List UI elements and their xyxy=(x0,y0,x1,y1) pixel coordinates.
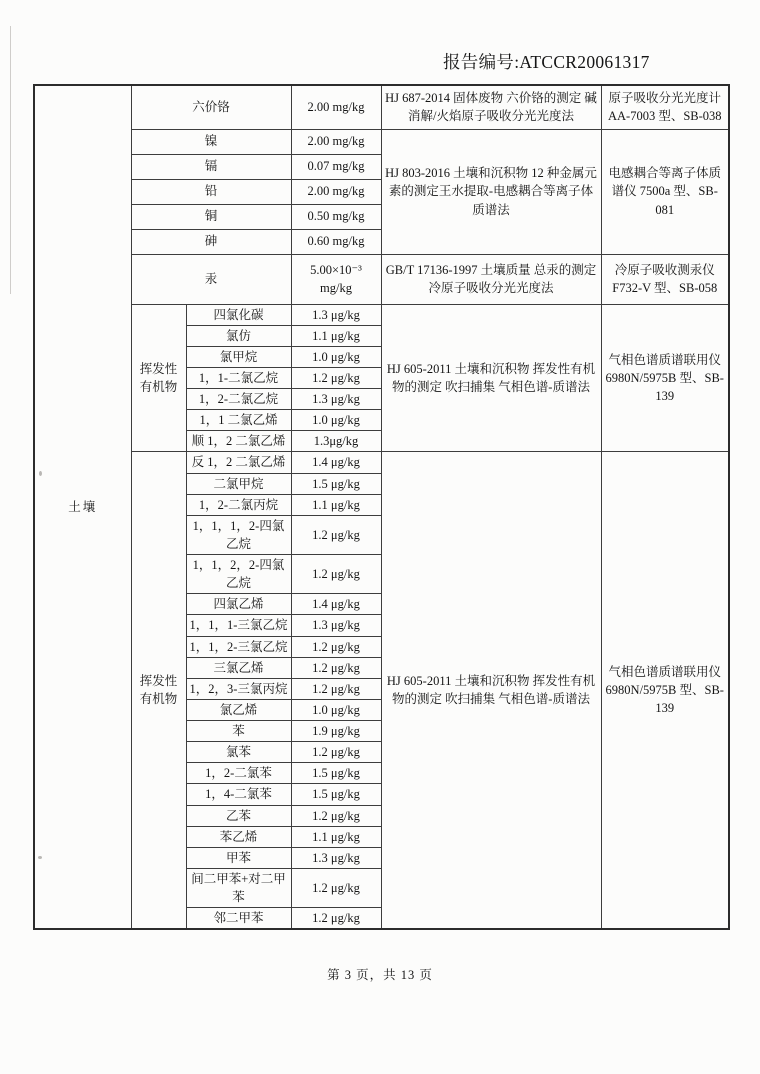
instrument-cell: 气相色谱质谱联用仪 6980N/5975B 型、SB-139 xyxy=(601,452,729,929)
analyte-cell: 1，1-二氯乙烷 xyxy=(186,367,291,388)
analyte-cell: 1，1，2-三氯乙烷 xyxy=(186,636,291,657)
analyte-cell: 三氯乙烯 xyxy=(186,657,291,678)
analyte-cell: 乙苯 xyxy=(186,805,291,826)
detection-limit-cell: 1.3 μg/kg xyxy=(291,847,381,868)
analyte-cell: 二氯甲烷 xyxy=(186,473,291,494)
detection-limit-cell: 1.2 μg/kg xyxy=(291,657,381,678)
analyte-cell: 甲苯 xyxy=(186,847,291,868)
detection-limit-cell: 0.07 mg/kg xyxy=(291,154,381,179)
method-cell: HJ 605-2011 土壤和沉积物 挥发性有机物的测定 吹扫捕集 气相色谱-质谱法 xyxy=(381,304,601,452)
analyte-cell: 砷 xyxy=(131,229,291,254)
detection-limit-cell: 1.5 μg/kg xyxy=(291,473,381,494)
detection-limit-cell: 1.2 μg/kg xyxy=(291,367,381,388)
analyte-cell: 1，1，1，2-四氯乙烷 xyxy=(186,515,291,554)
detection-limit-cell: 1.1 μg/kg xyxy=(291,826,381,847)
detection-limit-cell: 2.00 mg/kg xyxy=(291,129,381,154)
detection-limit-cell: 1.3 μg/kg xyxy=(291,389,381,410)
analyte-cell: 1，1，1-三氯乙烷 xyxy=(186,615,291,636)
analyte-cell: 汞 xyxy=(131,254,291,304)
page-number: 第 3 页，共 13 页 xyxy=(327,968,433,982)
detection-limit-cell: 1.0 μg/kg xyxy=(291,410,381,431)
analyte-cell: 1，1，2，2-四氯乙烷 xyxy=(186,555,291,594)
detection-limit-cell: 1.3 μg/kg xyxy=(291,304,381,325)
detection-limit-cell: 1.2 μg/kg xyxy=(291,515,381,554)
sample-type-cell: 土壤 xyxy=(34,85,131,929)
detection-limit-cell: 1.1 μg/kg xyxy=(291,325,381,346)
detection-limit-cell: 1.4 μg/kg xyxy=(291,452,381,473)
report-number: 报告编号:ATCCR20061317 xyxy=(443,52,650,72)
analyte-cell: 氯苯 xyxy=(186,742,291,763)
detection-limit-cell: 2.00 mg/kg xyxy=(291,179,381,204)
detection-limit-cell: 1.9 μg/kg xyxy=(291,721,381,742)
detection-limit-cell: 1.5 μg/kg xyxy=(291,784,381,805)
detection-limit-cell: 1.0 μg/kg xyxy=(291,699,381,720)
analyte-cell: 苯 xyxy=(186,721,291,742)
detection-limit-cell: 5.00×10⁻³ mg/kg xyxy=(291,254,381,304)
table-row xyxy=(34,452,729,473)
method-cell: HJ 803-2016 土壤和沉积物 12 种金属元素的测定王水提取-电感耦合等离子体质谱法 xyxy=(381,129,601,254)
detection-limit-cell: 1.5 μg/kg xyxy=(291,763,381,784)
detection-limit-cell: 1.3μg/kg xyxy=(291,431,381,452)
method-cell: HJ 605-2011 土壤和沉积物 挥发性有机物的测定 吹扫捕集 气相色谱-质谱法 xyxy=(381,452,601,929)
analyte-cell: 铜 xyxy=(131,204,291,229)
analyte-cell: 顺 1，2 二氯乙烯 xyxy=(186,431,291,452)
method-cell: GB/T 17136-1997 土壤质量 总汞的测定 冷原子吸收分光光度法 xyxy=(381,254,601,304)
detection-limit-cell: 1.1 μg/kg xyxy=(291,494,381,515)
analyte-cell: 四氯化碳 xyxy=(186,304,291,325)
analyte-cell: 1，2-二氯苯 xyxy=(186,763,291,784)
analyte-cell: 氯乙烯 xyxy=(186,699,291,720)
analyte-cell: 六价铬 xyxy=(131,85,291,129)
analyte-cell: 1，2-二氯乙烷 xyxy=(186,389,291,410)
analyte-cell: 邻二甲苯 xyxy=(186,908,291,930)
method-cell: HJ 687-2014 固体废物 六价铬的测定 碱消解/火焰原子吸收分光光度法 xyxy=(381,85,601,129)
detection-limit-cell: 1.2 μg/kg xyxy=(291,742,381,763)
analyte-cell: 苯乙烯 xyxy=(186,826,291,847)
table-row xyxy=(34,254,729,304)
analyte-cell: 反 1，2 二氯乙烯 xyxy=(186,452,291,473)
analyte-cell: 1，4-二氯苯 xyxy=(186,784,291,805)
detection-limit-cell: 1.2 μg/kg xyxy=(291,555,381,594)
category-cell: 挥发性有机物 xyxy=(131,304,186,452)
detection-limit-cell: 2.00 mg/kg xyxy=(291,85,381,129)
analyte-cell: 四氯乙烯 xyxy=(186,594,291,615)
table-row xyxy=(34,129,729,154)
analyte-cell: 1，2-二氯丙烷 xyxy=(186,494,291,515)
analyte-cell: 镉 xyxy=(131,154,291,179)
instrument-cell: 冷原子吸收测汞仪 F732-V 型、SB-058 xyxy=(601,254,729,304)
detection-limit-cell: 1.2 μg/kg xyxy=(291,868,381,907)
instrument-cell: 原子吸收分光光度计 AA-7003 型、SB-038 xyxy=(601,85,729,129)
analyte-cell: 镍 xyxy=(131,129,291,154)
detection-limit-cell: 1.2 μg/kg xyxy=(291,678,381,699)
category-cell: 挥发性有机物 xyxy=(131,452,186,929)
table-row xyxy=(34,85,729,129)
instrument-cell: 气相色谱质谱联用仪 6980N/5975B 型、SB-139 xyxy=(601,304,729,452)
scan-edge-line xyxy=(10,26,11,294)
detection-limit-cell: 0.60 mg/kg xyxy=(291,229,381,254)
detection-limit-cell: 1.2 μg/kg xyxy=(291,805,381,826)
analyte-cell: 氯甲烷 xyxy=(186,346,291,367)
analyte-cell: 氯仿 xyxy=(186,325,291,346)
detection-limit-cell: 1.0 μg/kg xyxy=(291,346,381,367)
analyte-cell: 铅 xyxy=(131,179,291,204)
detection-limit-cell: 1.3 μg/kg xyxy=(291,615,381,636)
detection-limit-cell: 1.2 μg/kg xyxy=(291,636,381,657)
instrument-cell: 电感耦合等离子体质谱仪 7500a 型、SB-081 xyxy=(601,129,729,254)
analyte-cell: 1，2，3-三氯丙烷 xyxy=(186,678,291,699)
analysis-methods-table xyxy=(33,84,730,930)
analyte-cell: 间二甲苯+对二甲苯 xyxy=(186,868,291,907)
analyte-cell: 1，1 二氯乙烯 xyxy=(186,410,291,431)
table-row xyxy=(34,304,729,325)
detection-limit-cell: 1.2 μg/kg xyxy=(291,908,381,930)
detection-limit-cell: 1.4 μg/kg xyxy=(291,594,381,615)
detection-limit-cell: 0.50 mg/kg xyxy=(291,204,381,229)
